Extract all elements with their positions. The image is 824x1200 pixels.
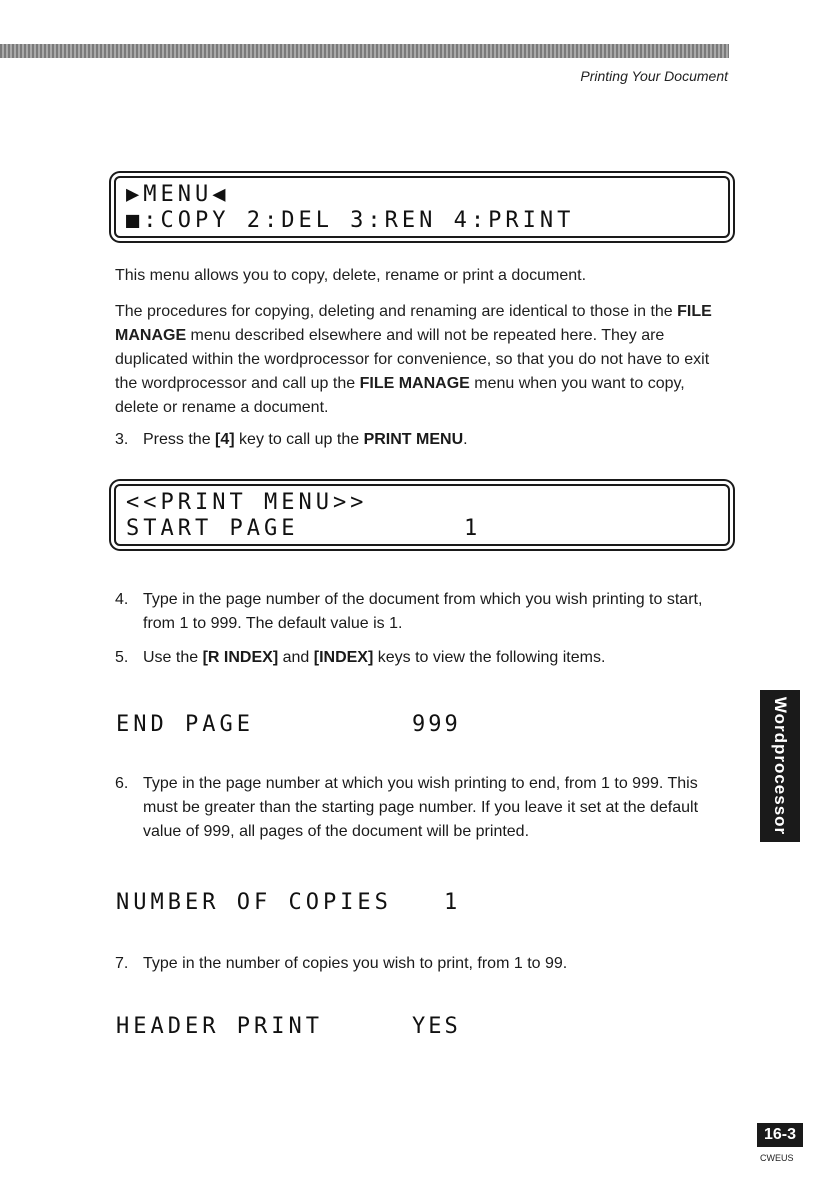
end-page-value: 999 [412, 712, 461, 737]
lcd-print-display [114, 484, 730, 546]
wordprocessor-tab: Wordprocessor [760, 690, 800, 842]
lcd-menu-line2: ■:COPY 2:DEL 3:REN 4:PRINT [126, 208, 575, 233]
file-manage-term: FILE MANAGE [359, 375, 470, 392]
procedures-paragraph: The procedures for copying, deleting and renaming are identical to those in the FILE MANAGE menu described elsewhere and will not be repeated here. They are duplicated within the wordprocessor for convenience, so that you do not have to exit the wordprocessor and call up the FILE MANAGE menu when you want to copy, delete or rename a document. [115, 303, 712, 416]
lcd-print-line2: START PAGE [126, 516, 299, 541]
header-print-label: HEADER PRINT [116, 1014, 323, 1039]
lcd-print-start-value: 1 [464, 516, 478, 541]
file-manage-term: FILE MANAGE [115, 303, 712, 344]
step-7: 7. Type in the number of copies you wish to print, from 1 to 99. [115, 955, 568, 972]
step-5: 5. Use the [R INDEX] and [INDEX] keys to view the following items. [115, 649, 606, 666]
page-number: 16-3 [757, 1123, 803, 1147]
step-4: 4. Type in the page number of the document from which you wish printing to start, from 1 to 999. The default value is 1. [115, 591, 703, 632]
step-3: 3. Press the [4] key to call up the PRINT MENU. [115, 431, 468, 448]
intro-paragraph: This menu allows you to copy, delete, rename or print a document. [115, 267, 587, 284]
step-6: 6. Type in the page number at which you wish printing to end, from 1 to 999. This must be greater than the starting page number. If you leave it set at the default value of 999, all pages of the document will be printed. [115, 775, 699, 840]
end-page-label: END PAGE [116, 712, 254, 737]
copies-label: NUMBER OF COPIES [116, 890, 392, 915]
lcd-print-line1: <<PRINT MENU>> [126, 490, 368, 515]
running-head: Printing Your Document [580, 68, 728, 84]
lcd-menu-display [114, 176, 730, 238]
header-print-value: YES [412, 1014, 461, 1039]
document-code: CWEUS [760, 1153, 794, 1163]
lcd-menu-line1: ▶MENU◀ [126, 182, 230, 207]
copies-value: 1 [444, 890, 461, 915]
top-band [0, 44, 729, 58]
